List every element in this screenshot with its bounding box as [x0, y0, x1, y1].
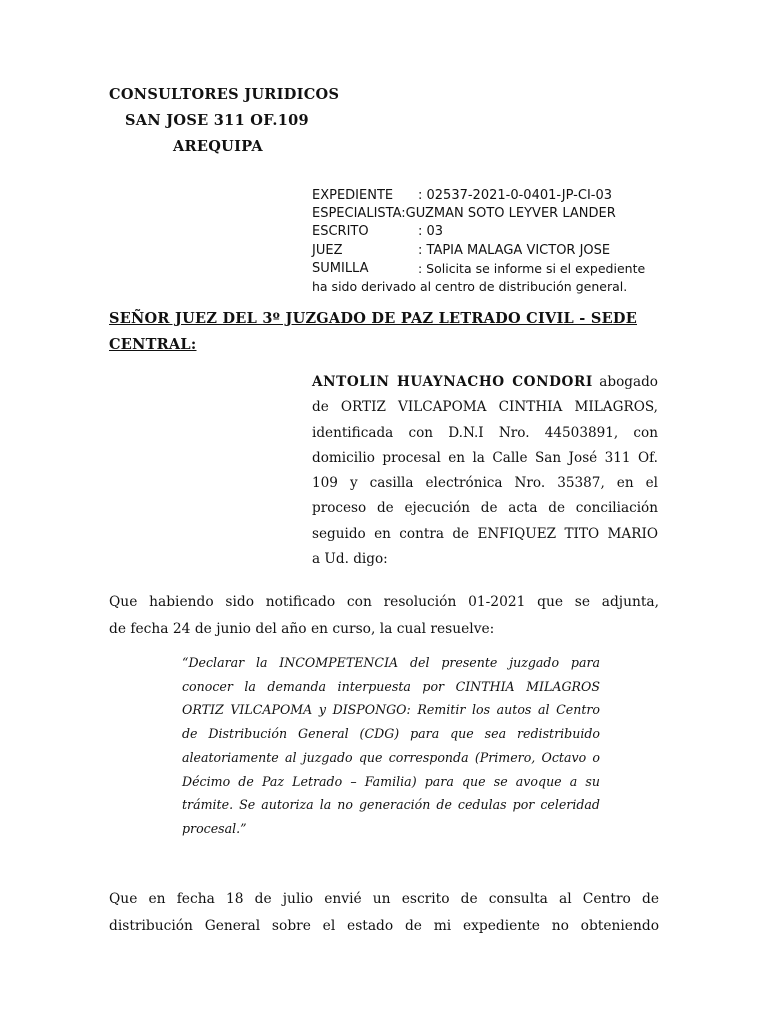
intro-line [312, 370, 658, 395]
addressee-heading [109, 306, 659, 358]
escrito-value: : 03 [418, 224, 444, 240]
escrito-label: ESCRITO [312, 224, 369, 240]
intro-line: domicilio procesal en la Calle San José 311 Of. [312, 449, 658, 466]
intro-line: a Ud. digo: [312, 551, 388, 568]
quote-line: conocer la demanda interpuesta por CINTHIA MILAGROS [182, 678, 600, 694]
letterhead-city: AREQUIPA [173, 138, 263, 155]
body-paragraph-2 [109, 886, 659, 939]
paragraph-line: Que en fecha 18 de julio envié un escrito de consulta al Centro de [109, 891, 659, 907]
intro-line1-rest: abogado [592, 374, 658, 390]
case-info-sumilla [312, 260, 662, 278]
sumilla-value: : Solicita se informe si el expediente [418, 260, 646, 276]
addressee-line2: CENTRAL: [109, 336, 197, 353]
intro-line: identificada con D.N.I Nro. 44503891, con [312, 424, 658, 441]
quote-line: de Distribución General (CDG) para que sea redistribuido [182, 726, 600, 742]
intro-paragraph [312, 370, 658, 572]
paragraph-line: de fecha 24 de junio del año en curso, la cual resuelve: [109, 620, 495, 637]
petitioner-name: ANTOLIN HUAYNACHO CONDORI [312, 374, 593, 390]
especialista-value: GUZMAN SOTO LEYVER LANDER [405, 206, 616, 222]
letterhead-address: SAN JOSE 311 OF.109 [125, 112, 309, 129]
especialista-label: ESPECIALISTA: [312, 206, 406, 222]
quote-line: Décimo de Paz Letrado – Familia) para que se avoque a su [182, 773, 600, 789]
letterhead-firm: CONSULTORES JURIDICOS [109, 86, 340, 103]
sumilla-label: SUMILLA [312, 260, 369, 276]
case-info-especialista [312, 205, 662, 223]
quote-line: ORTIZ VILCAPOMA y DISPONGO: Remitir los autos al Centro [182, 702, 600, 718]
case-info-juez [312, 242, 662, 260]
body-paragraph-1 [109, 589, 659, 642]
addressee-line1: SEÑOR JUEZ DEL 3º JUZGADO DE PAZ LETRADO CIVIL - SEDE [109, 310, 637, 327]
quoted-resolution [182, 651, 600, 841]
juez-label: JUEZ [312, 242, 343, 258]
juez-value: : TAPIA MALAGA VICTOR JOSE [418, 242, 611, 258]
paragraph-line: Que habiendo sido notificado con resolución 01-2021 que se adjunta, [109, 594, 659, 610]
paragraph-line: distribución General sobre el estado de mi expediente no obteniendo [109, 917, 659, 934]
quote-line: procesal.” [182, 820, 247, 836]
intro-line: de ORTIZ VILCAPOMA CINTHIA MILAGROS, [312, 399, 658, 416]
quote-line: aleatoriamente al juzgado que corresponda (Primero, Octavo o [182, 749, 600, 765]
case-info-block [312, 187, 662, 296]
sumilla-continuation: ha sido derivado al centro de distribución general. [312, 279, 628, 295]
quote-line: “Declarar la INCOMPETENCIA del presente juzgado para [182, 655, 600, 670]
intro-line: 109 y casilla electrónica Nro. 35387, en el [312, 475, 658, 492]
case-info-expediente [312, 187, 662, 205]
case-info-escrito [312, 223, 662, 241]
intro-line: proceso de ejecución de acta de conciliación [312, 500, 658, 517]
expediente-label: EXPEDIENTE [312, 188, 394, 203]
expediente-value: : 02537-2021-0-0401-JP-CI-03 [418, 188, 613, 203]
intro-line: seguido en contra de ENFIQUEZ TITO MARIO [312, 525, 658, 542]
quote-line: trámite. Se autoriza la no generación de cedulas por celeridad [182, 797, 600, 813]
